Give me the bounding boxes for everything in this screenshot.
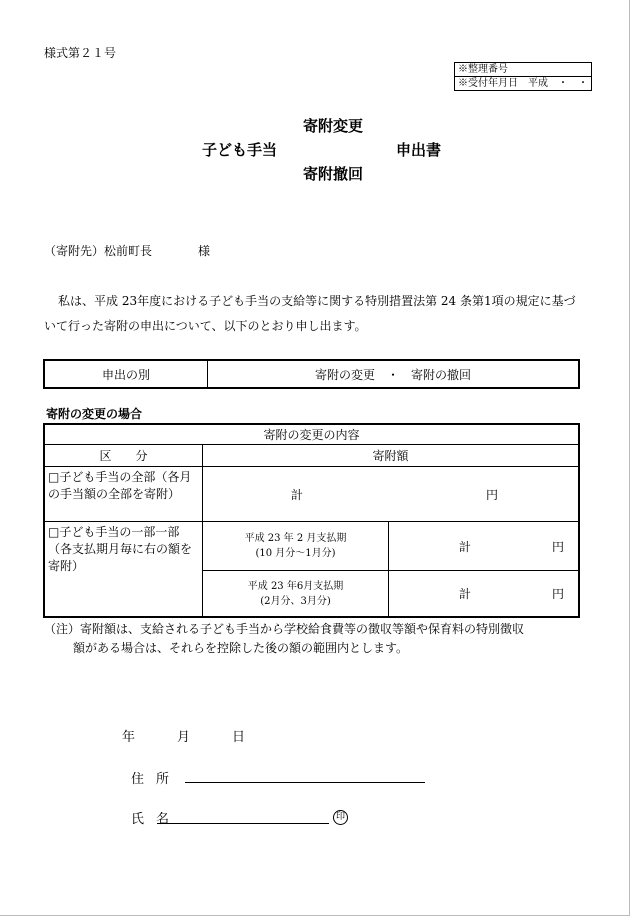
full-amount-cell[interactable] [203, 467, 580, 522]
title-withdraw: 寄附撤回 [303, 165, 364, 183]
name-label: 氏名 [131, 812, 182, 827]
category-header: 区 分 [44, 445, 203, 467]
address-field[interactable] [185, 782, 425, 783]
title-child-allowance: 子ども手当 [202, 141, 278, 159]
year-label: 年 [122, 730, 136, 745]
feb-amount-cell[interactable] [389, 522, 580, 571]
address-label: 住所 [131, 772, 182, 787]
option-partial-amount[interactable]: □子ども手当の一部一部（各支払期月毎に右の額を寄附） [44, 522, 203, 618]
jun-period-months: (2月分、3月分) [260, 595, 331, 607]
jun-total-label: 計 [459, 587, 472, 601]
title-change: 寄附変更 [303, 117, 364, 135]
addressee-name: （寄附先）松前町長 [44, 244, 153, 258]
registration-box [454, 62, 592, 91]
change-section-heading: 寄附の変更の場合 [46, 407, 143, 421]
feb-period-label: 平成 23 年 2 月支払期 [244, 533, 347, 544]
received-date-field: ※受付年月日 平成 ・ ・ [455, 76, 591, 90]
feb-period-months: (10 月分～1月分) [255, 548, 336, 559]
month-label: 月 [177, 730, 191, 745]
note-line-2: 額がある場合は、それらを控除した後の額の範囲内とします。 [73, 641, 409, 655]
body-text: 私は、平成 23年度における子ども手当の支給等に関する特別措置法第 24 条第1項の規定に基づいて行った寄附の申出について、以下のとおり申し出ます。 [44, 294, 576, 333]
change-details-title: 寄附の変更の内容 [44, 424, 579, 445]
request-type-label: 申出の別 [44, 360, 208, 388]
addressee [44, 242, 210, 259]
request-type-options[interactable]: 寄附の変更 ・ 寄附の撤回 [208, 360, 580, 388]
name-field[interactable] [157, 823, 329, 824]
title-request-form: 申出書 [396, 141, 442, 159]
ref-number-field: ※整理番号 [458, 64, 508, 75]
note-line-1: （注）寄附額は、支給される子ども手当から学校給食費等の徴収等額や保育料の特別徴収 [44, 622, 525, 636]
request-type-table [43, 359, 580, 389]
day-label: 日 [232, 730, 246, 745]
addressee-honorific: 様 [198, 244, 211, 258]
note [44, 620, 589, 658]
jun-payment-period [203, 571, 389, 618]
change-details-table [43, 423, 580, 618]
date-line[interactable] [122, 726, 287, 745]
jun-yen: 円 [551, 587, 564, 601]
jun-period-label: 平成 23 年6月支払期 [247, 580, 344, 592]
full-amount-total-label: 計 [291, 487, 304, 502]
option-full-amount[interactable]: □子ども手当の全部（各月の手当額の全部を寄附） [44, 467, 203, 522]
seal-mark: 印 [333, 810, 348, 825]
jun-amount-cell[interactable] [389, 571, 580, 618]
feb-payment-period [203, 522, 389, 571]
feb-total-label: 計 [459, 539, 472, 554]
feb-yen: 円 [551, 539, 564, 554]
form-number: 様式第２１号 [44, 46, 117, 60]
full-amount-yen: 円 [485, 487, 498, 502]
amount-header: 寄附額 [203, 445, 580, 467]
